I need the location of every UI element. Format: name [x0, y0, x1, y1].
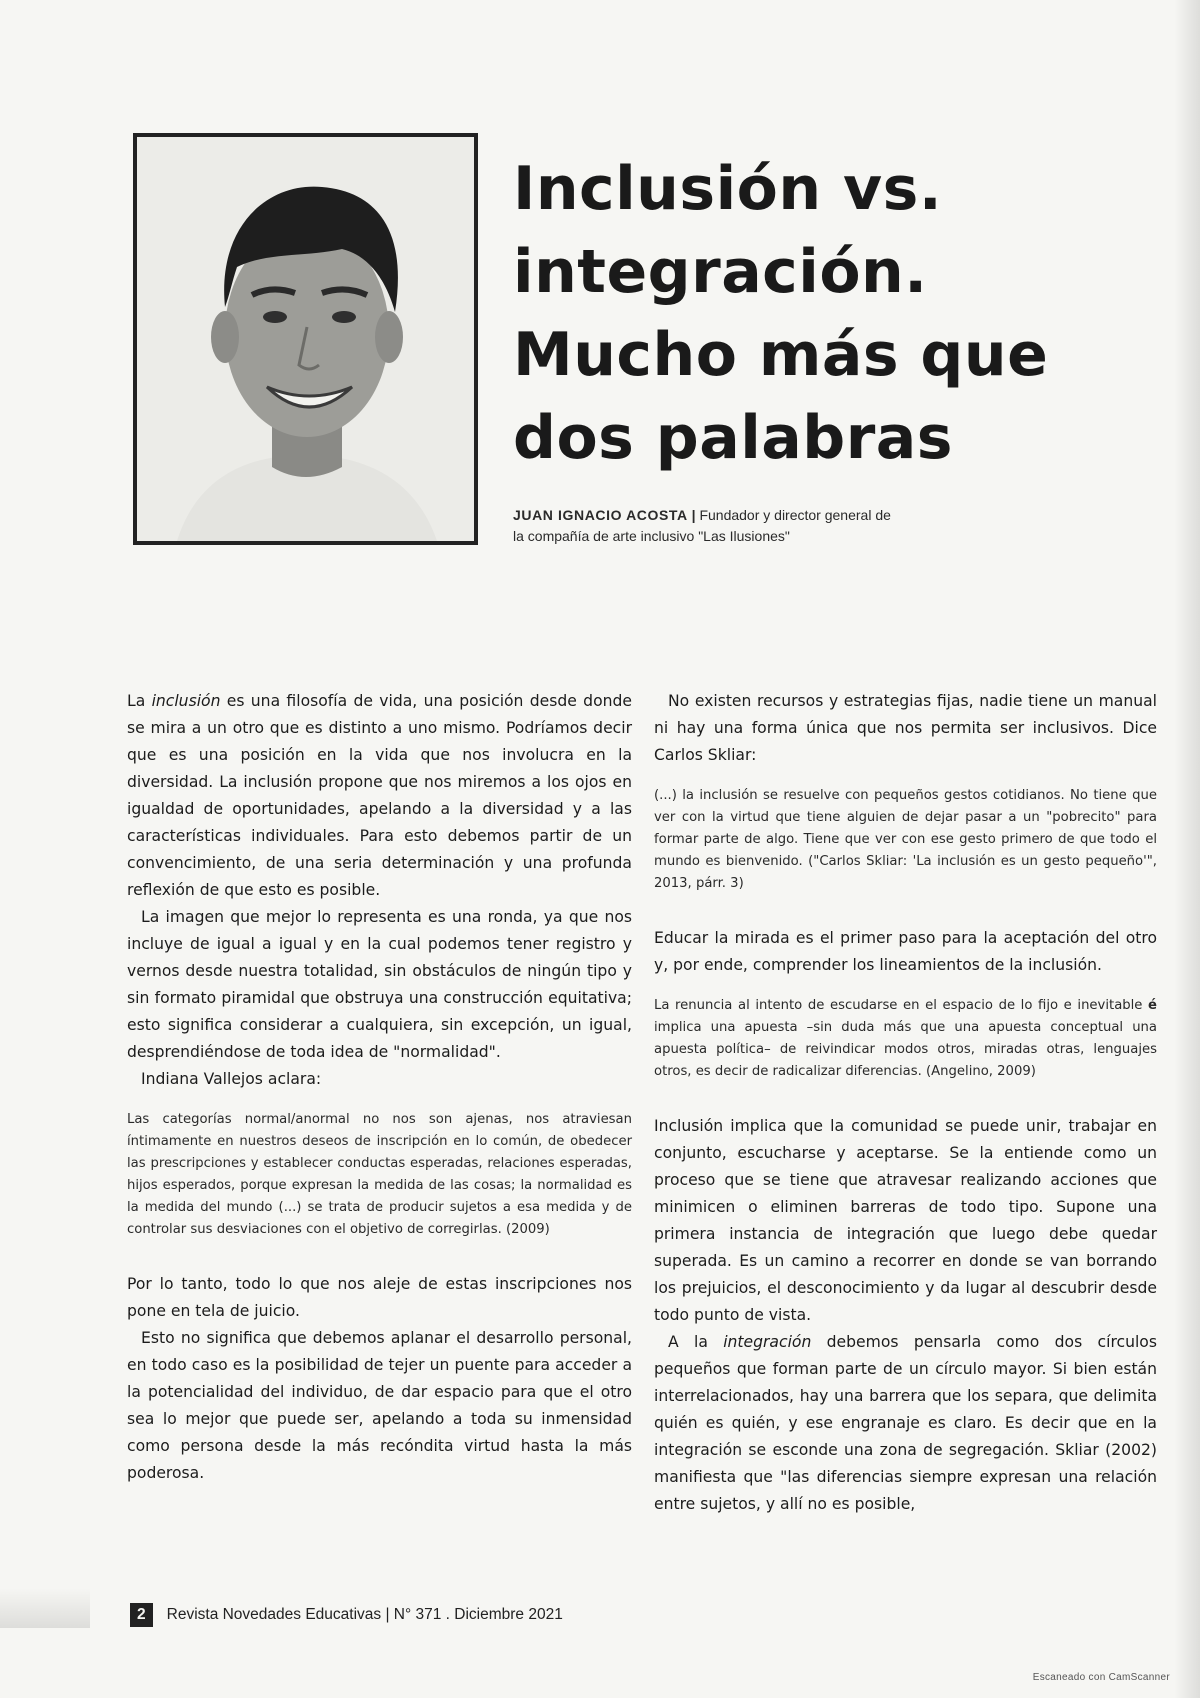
page-corner-shadow	[0, 1588, 90, 1628]
page-edge-shadow	[1174, 0, 1200, 1698]
paragraph	[127, 688, 632, 904]
footer-text: Revista Novedades Educativas | N° 371 . Diciembre 2021	[166, 1606, 563, 1623]
quote-text: La renuncia al intento de escudarse en el espacio de lo fijo e inevitable	[654, 998, 1149, 1013]
paragraph: No existen recursos y estrategias fijas, nadie tiene un manual ni hay una forma única que nos permita ser inclusivos. Dice Carlos Skliar:	[654, 692, 1157, 764]
paragraph: Esto no significa que debemos aplanar el desarrollo personal, en todo caso es la posibilidad de tejer un puente para acceder a la potencialidad del individuo, de dar espacio para que el otro sea lo mejor que puede ser, apelando a toda su inmensidad como persona desde la más recóndita virtud hasta la más poderosa.	[127, 1329, 632, 1482]
block-quote: (...) la inclusión se resuelve con pequeños gestos cotidianos. No tiene que ver con la virtud que tiene alguien de dejar pasar a un "pobrecito" para formar parte de algo. Tiene que ver con ese gesto primero de que todo el mundo es bienvenido. ("Carlos Skliar: 'La inclusión es un gesto pequeño'", 2013, párr. 3)	[654, 788, 1157, 891]
author-role-line-1: Fundador y director general de	[699, 507, 891, 523]
block-quote: Las categorías normal/anormal no nos son ajenas, nos atraviesan íntimamente en nuestros deseos de inscripción en lo común, de obedecer las prescripciones y establecer conductas esperadas, relaciones esperadas, hijos esperados, porque expresan la medida de las cosas; la normalidad es la medida del mundo (...) se trata de producir sujetos a esa medida y de controlar sus desviaciones con el objetivo de corregirlas. (2009)	[127, 1112, 632, 1237]
paragraph: Indiana Vallejos aclara:	[141, 1070, 322, 1088]
page-footer	[130, 1602, 563, 1628]
paragraph: Educar la mirada es el primer paso para la aceptación del otro y, por ende, comprender los lineamientos de la inclusión.	[654, 929, 1157, 974]
article-title	[513, 148, 1113, 480]
byline	[513, 505, 953, 547]
right-column	[654, 688, 1157, 1518]
title-line-4: dos palabras	[513, 403, 954, 473]
author-role-line-2: la compañía de arte inclusivo "Las Ilusiones"	[513, 528, 790, 544]
byline-separator: |	[687, 507, 700, 523]
italic-term: integración	[723, 1333, 812, 1351]
paragraph-text: La	[127, 692, 152, 710]
paragraph: Por lo tanto, todo lo que nos aleje de estas inscripciones nos pone en tela de juicio.	[127, 1275, 632, 1320]
page-number: 2	[130, 1603, 153, 1627]
left-column	[127, 688, 632, 1487]
block-quote	[654, 995, 1157, 1083]
title-line-2: integración.	[513, 237, 928, 307]
author-name: JUAN IGNACIO ACOSTA	[513, 507, 688, 523]
quote-text: implica una apuesta –sin duda más que una apuesta conceptual una apuesta política– de reivindicar modos otros, miradas otras, lenguajes otros, es decir de radicalizar diferencias. (Angelino, 2009)	[654, 1020, 1157, 1079]
paragraph-text: debemos pensarla como dos círculos pequeños que forman parte de un círculo mayor. Si bien están interrelacionados, hay una barrera que los separa, que delimita quién es quién, y ese engranaje es claro. Es decir que en la integración se esconde una zona de segregación. Skliar (2002) manifiesta que "las diferencias siempre expresan una relación entre sujetos, y allí no es posible,	[654, 1333, 1157, 1513]
author-photo	[133, 133, 478, 545]
title-line-1: Inclusión vs.	[513, 154, 943, 224]
title-line-3: Mucho más que	[513, 320, 1049, 390]
paragraph: Inclusión implica que la comunidad se puede unir, trabajar en conjunto, escucharse y aceptarse. Se la entiende como un proceso que se tiene que atravesar realizando acciones que minimicen o eliminen barreras de todo tipo. Supone una primera instancia de integración que luego debe quedar superada. Es un camino a recorrer en donde se van borrando los prejuicios, el desconocimiento y da lugar al descubrir desde todo punto de vista.	[654, 1117, 1157, 1324]
quote-bold-char: é	[1148, 998, 1157, 1013]
paragraph-text: A la	[668, 1333, 724, 1351]
paragraph: La imagen que mejor lo representa es una ronda, ya que nos incluye de igual a igual y en la cual podemos tener registro y vernos desde nuestra totalidad, sin obstáculos de ningún tipo y sin formato piramidal que obstruya una construcción equitativa; esto significa considerar a cualquiera, sin excepción, un igual, desprendiéndose de toda idea de "normalidad".	[127, 908, 632, 1061]
scanner-watermark: Escaneado con CamScanner	[1032, 1672, 1170, 1683]
paragraph	[654, 1329, 1157, 1518]
paragraph-text: es una filosofía de vida, una posición desde donde se mira a un otro que es distinto a uno mismo. Podríamos decir que es una posición en la vida que nos involucra en la diversidad. La inclusión propone que nos miremos a los ojos en igualdad de oportunidades, apelando a la diversidad y a las características individuales. Para esto debemos partir de un convencimiento, de una seria determinación y una profunda reflexión de que esto es posible.	[127, 692, 632, 899]
italic-term: inclusión	[151, 692, 221, 710]
